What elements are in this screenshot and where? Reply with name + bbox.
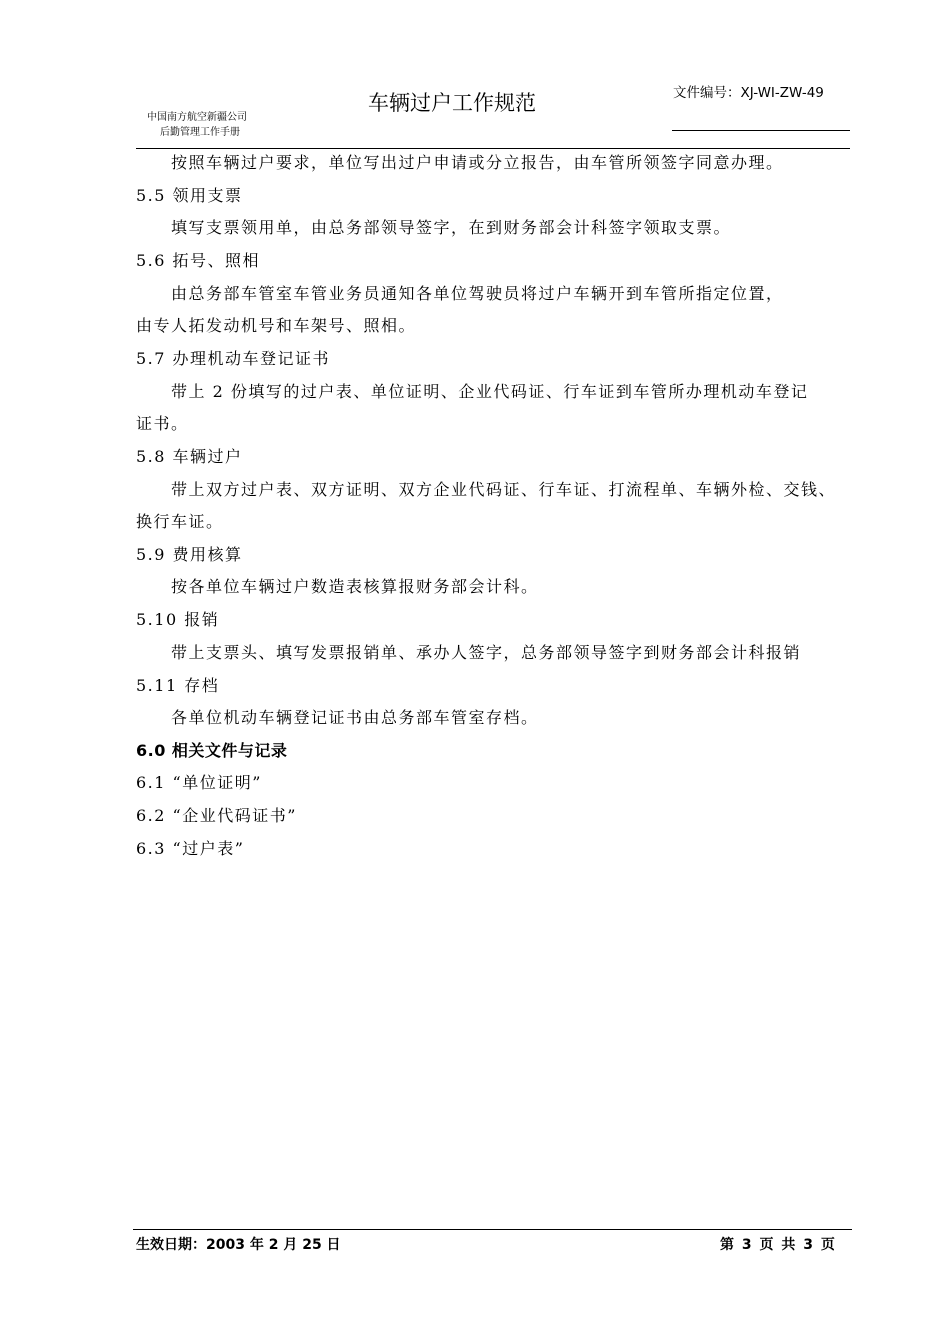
manual-name: 后勤管理工作手册 xyxy=(160,127,240,138)
section-6-1-item: 6.1 “单位证明” xyxy=(136,773,262,792)
company-name: 中国南方航空新疆公司 xyxy=(147,112,247,123)
header-divider xyxy=(136,148,850,149)
section-5-7-paragraph-line1: 带上 2 份填写的过户表、单位证明、企业代码证、行车证到车管所办理机动车登记 xyxy=(171,382,809,401)
paragraph-intro: 按照车辆过户要求，单位写出过户申请或分立报告，由车管所领签字同意办理。 xyxy=(171,153,784,172)
section-5-11-paragraph: 各单位机动车辆登记证书由总务部车管室存档。 xyxy=(171,708,539,727)
effective-date: 生效日期：2003 年 2 月 25 日 xyxy=(136,1237,341,1253)
section-5-6-heading: 5.6 拓号、照相 xyxy=(136,251,261,270)
footer-divider xyxy=(133,1229,852,1230)
section-6-2-item: 6.2 “企业代码证书” xyxy=(136,806,297,825)
section-5-10-paragraph: 带上支票头、填写发票报销单、承办人签字，总务部领导签字到财务部会计科报销 xyxy=(171,643,802,662)
section-5-11-heading: 5.11 存档 xyxy=(136,676,220,695)
section-5-8-paragraph-line2: 换行车证。 xyxy=(136,512,224,531)
section-5-9-heading: 5.9 费用核算 xyxy=(136,545,243,564)
section-5-6-paragraph-line1: 由总务部车管室车管业务员通知各单位驾驶员将过户车辆开到车管所指定位置， xyxy=(171,284,784,303)
section-5-8-paragraph-line1: 带上双方过户表、双方证明、双方企业代码证、行车证、打流程单、车辆外检、交钱、 xyxy=(171,480,837,499)
section-6-0-heading: 6.0 相关文件与记录 xyxy=(136,741,288,760)
section-5-6-paragraph-line2: 由专人拓发动机号和车架号、照相。 xyxy=(136,316,417,335)
section-5-5-paragraph: 填写支票领用单，由总务部领导签字，在到财务部会计科签字领取支票。 xyxy=(171,218,732,237)
document-title: 车辆过户工作规范 xyxy=(368,91,536,115)
section-5-10-heading: 5.10 报销 xyxy=(136,610,220,629)
section-5-8-heading: 5.8 车辆过户 xyxy=(136,447,243,466)
page-number: 第 3 页 共 3 页 xyxy=(720,1237,835,1253)
section-5-9-paragraph: 按各单位车辆过户数造表核算报财务部会计科。 xyxy=(171,577,539,596)
file-number: 文件编号：XJ-WI-ZW-49 xyxy=(673,85,824,101)
section-5-7-heading: 5.7 办理机动车登记证书 xyxy=(136,349,331,368)
section-5-5-heading: 5.5 领用支票 xyxy=(136,186,243,205)
file-number-underline xyxy=(672,130,850,131)
section-5-7-paragraph-line2: 证书。 xyxy=(136,414,189,433)
section-6-3-item: 6.3 “过户表” xyxy=(136,839,245,858)
